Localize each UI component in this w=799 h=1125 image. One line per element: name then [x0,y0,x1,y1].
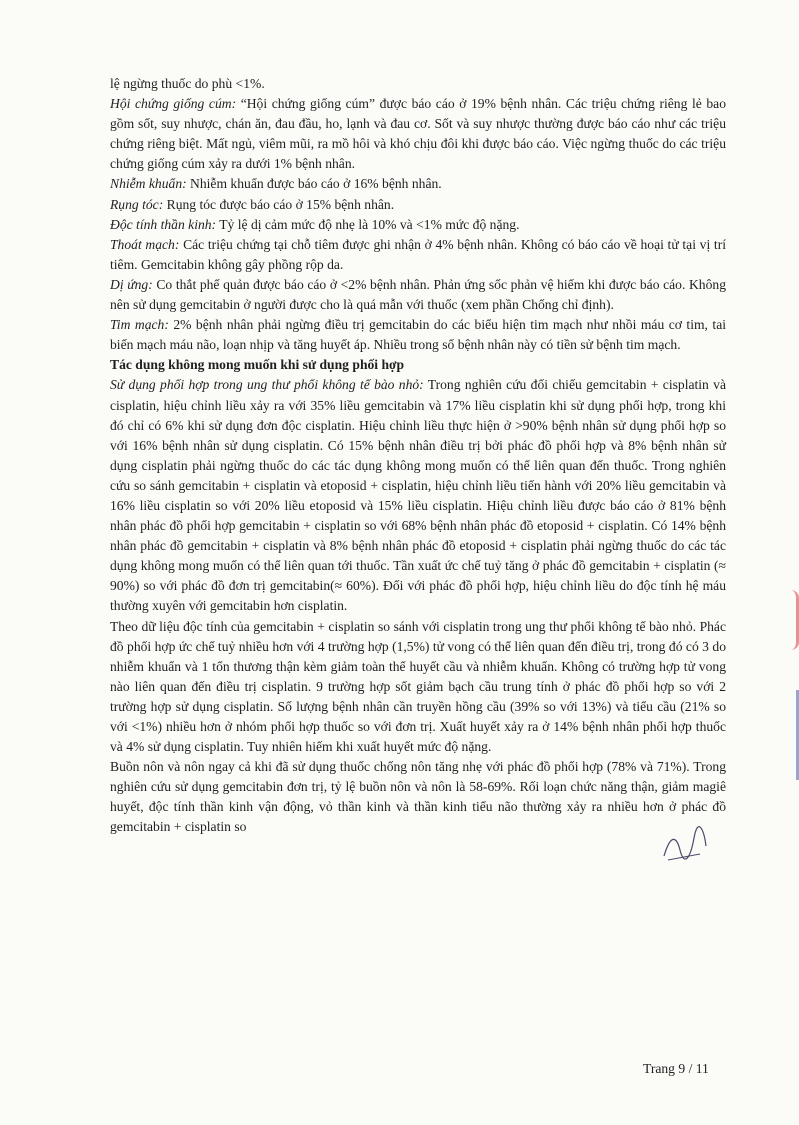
paragraph-alopecia [110,195,726,215]
paragraph-cardiovascular [110,315,726,355]
paragraph-label: Dị ứng: [110,276,153,292]
paragraph-label: Hội chứng giống cúm: [110,96,237,112]
paragraph-text: Rụng tóc được báo cáo ở 15% bệnh nhân. [163,196,395,212]
paragraph-text: Buồn nôn và nôn ngay cả khi đã sử dụng thuốc chống nôn tăng nhẹ với phác đồ phối hợp (78% và 71%). Trong nghiên cứu sử dụng gemcitabin đơn trị, tỷ lệ buồn nôn và nôn là 58-69%. Rối loạn chức năng thận, giảm magiê huyết, độc tính thần kinh vận động, vỏ thần kinh và thần kinh tiểu não thường xảy ra nhiều hơn ở phác đồ gemcitabin + cisplatin so [110,759,726,835]
paragraph-label: Sử dụng phối hợp trong ung thư phổi không tế bào nhỏ: [110,377,424,393]
paragraph-text: Các triệu chứng tại chỗ tiêm được ghi nhận ở 4% bệnh nhân. Không có báo cáo về hoại tử tại vị trí tiêm. Gemcitabin không gây phồng rộp da. [110,236,726,272]
paragraph-text: Trong nghiên cứu đối chiếu gemcitabin + cisplatin và cisplatin, hiệu chỉnh liều xảy ra với 35% liều gemcitabin và 17% liều cisplatin khi sử dụng phối hợp, trong khi đó chỉ có 6% khi sử dụng đơn độc cisplatin. Hiệu chỉnh liều thực hiện ở >90% bệnh nhân sử dụng phối hợp so với 16% bệnh nhân sử dụng cisplatin. Có 15% bệnh nhân điều trị bởi phác đồ phối hợp và 8% bệnh nhân sử dụng cisplatin phải ngừng thuốc do các tác dụng không mong muốn có thể liên quan đến thuốc. Trong nghiên cứu so sánh gemcitabin + cisplatin và etoposid + cisplatin, hiệu chỉnh liều tiến hành với 20% liều gemcitabin và 16% liều cisplatin so với 20% liều etoposid và 15% liều cisplatin. Hiệu chỉnh liều được báo cáo ở 81% bệnh nhân phác đồ phối hợp gemcitabin + cisplatin so với 68% bệnh nhân phác đồ etoposid + cisplatin. Có 14% bệnh nhân phác đồ gemcitabin + cisplatin và 8% bệnh nhân phác đồ etoposid + cisplatin phải ngừng thuốc do các tác dụng không mong muốn có thể liên quan tới thuốc. Tần xuất ức chế tuỷ tăng ở phác đồ gemcitabin + cisplatin (≈ 90%) so với phác đồ đơn trị gemcitabin(≈ 60%). Đối với phác đồ phối hợp, hiệu chỉnh liều do độc tính hệ máu thường xuyên với gemcitabin hơn cisplatin. [110,377,726,614]
document-body [110,74,726,838]
paragraph-text: Theo dữ liệu độc tính của gemcitabin + cisplatin so sánh với cisplatin trong ung thư phổi không tế bào nhỏ. Phác đồ phối hợp ức chế tuỷ nhiều hơn với 4 trường hợp (1,5%) tử vong có thể liên quan đến điều trị, trong đó có 3 do nhiễm khuẩn và 1 tổn thương thận kèm giảm toàn thể huyết cầu và nhiễm khuẩn. Không có trường hợp tử vong nào liên quan đến điều trị cisplatin. 9 trường hợp sốt giảm bạch cầu trung tính ở phác đồ phối hợp so với 2 trường hợp sử dụng cisplatin. Số lượng bệnh nhân cần truyền hồng cầu (39% so với 13%) và tiểu cầu (21% so với <1%) nhiều hơn ở nhóm phối hợp thuốc so với đơn trị. Xuất huyết xảy ra ở 14% bệnh nhân phối hợp thuốc và 4% sử dụng cisplatin. Tuy nhiên hiếm khi xuất huyết mức độ nặng. [110,618,726,755]
paragraph-text: “Hội chứng giống cúm” được báo cáo ở 19% bệnh nhân. Các triệu chứng riêng lẻ bao gồm sốt, suy nhược, chán ăn, đau đầu, ho, lạnh và đau cơ. Sốt và suy nhược thường được báo cáo như các triệu chứng riêng biệt. Mất ngủ, viêm mũi, ra mồ hôi và khó chịu đôi khi được báo cáo. Việc ngừng thuốc do các triệu chứng giống cúm xảy ra dưới 1% bệnh nhân. [110,96,726,172]
paragraph-allergy [110,275,726,315]
paragraph-label: Nhiễm khuẩn: [110,176,187,192]
paragraph-text: Co thắt phế quản được báo cáo ở <2% bệnh nhân. Phản ứng sốc phản vệ hiếm khi được báo cáo. Không nên sử dụng gemcitabin ở người được cho là quá mẫn với thuốc (xem phần Chống chỉ định). [110,276,726,313]
paragraph-label: Rụng tóc: [110,196,164,212]
paragraph-edema [110,74,726,94]
paragraph-text: Nhiễm khuẩn được báo cáo ở 16% bệnh nhân. [186,176,442,192]
red-stamp-edge [786,590,799,650]
section-heading: Tác dụng không mong muốn khi sử dụng phối hợp [110,357,405,373]
paragraph-text: Tỷ lệ dị cảm mức độ nhẹ là 10% và <1% mức độ nặng. [216,216,520,232]
paragraph-label: Thoát mạch: [110,236,180,252]
paragraph-extravasation [110,235,726,275]
paragraph-combination-nsclc [110,375,726,616]
paragraph-nausea [110,757,726,837]
paragraph-neurotoxicity [110,215,726,235]
paragraph-label: Tim mạch: [110,317,169,333]
paragraph-text: lệ ngừng thuốc do phù <1%. [110,76,265,91]
paragraph-infection [110,174,726,194]
paragraph-label: Độc tính thần kinh: [110,216,217,232]
page-number: Trang 9 / 11 [643,1061,709,1076]
signature-mark [660,826,710,866]
paragraph-flu-like [110,94,726,174]
blue-stamp-edge [786,690,799,780]
paragraph-toxicity-data [110,617,726,758]
paragraph-text: 2% bệnh nhân phải ngừng điều trị gemcitabin do các biểu hiện tim mạch như nhồi máu cơ tim, tai biến mạch máu não, loạn nhịp và tăng huyết áp. Nhiều trong số bệnh nhân này có tiền sử bệnh tim mạch. [110,317,726,353]
